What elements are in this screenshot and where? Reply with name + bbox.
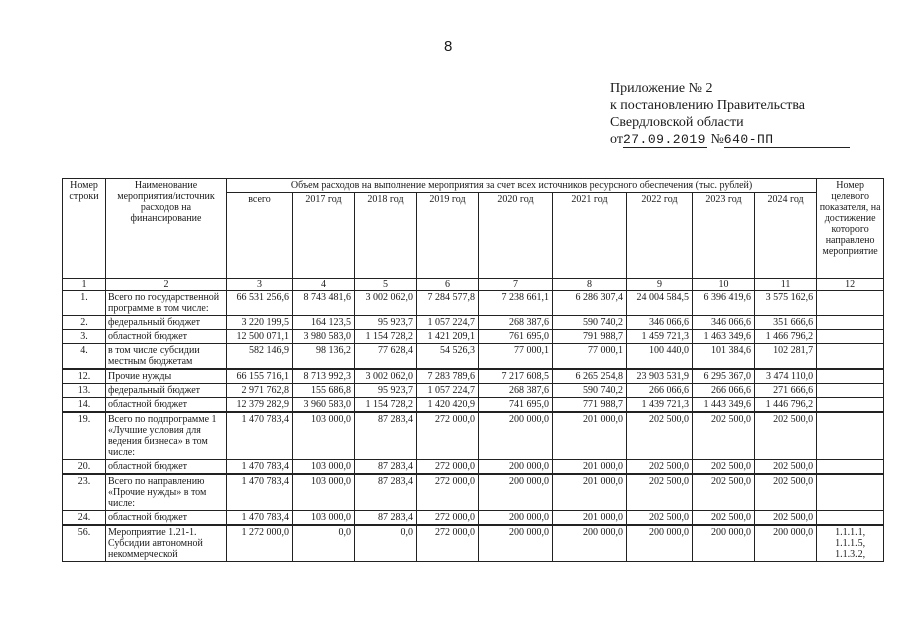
- row-value: 8 743 481,6: [293, 291, 355, 316]
- table-row: [63, 412, 884, 460]
- row-value: 12 500 071,1: [227, 330, 293, 344]
- header-year: 2022 год: [627, 193, 693, 279]
- row-value: 200 000,0: [627, 525, 693, 562]
- expenditure-table: [62, 178, 884, 562]
- row-value: 590 740,2: [553, 316, 627, 330]
- row-name: областной бюджет: [106, 398, 227, 413]
- row-value: 23 903 531,9: [627, 369, 693, 384]
- row-value: 6 286 307,4: [553, 291, 627, 316]
- row-value: 202 500,0: [693, 474, 755, 511]
- row-number: 12.: [63, 369, 106, 384]
- header-year: всего: [227, 193, 293, 279]
- row-value: 103 000,0: [293, 474, 355, 511]
- row-value: 2 971 762,8: [227, 384, 293, 398]
- header-volume: Объем расходов на выполнение мероприятия за счет всех источников ресурсного обеспечения (тыс. рублей): [227, 179, 817, 193]
- row-value: 77 000,1: [479, 344, 553, 370]
- row-value: 66 155 716,1: [227, 369, 293, 384]
- row-value: 1 443 349,6: [693, 398, 755, 413]
- appendix-header: [610, 80, 850, 148]
- row-value: 95 923,7: [355, 316, 417, 330]
- column-number: 5: [355, 279, 417, 291]
- row-value: 200 000,0: [479, 460, 553, 475]
- row-value: 1 057 224,7: [417, 316, 479, 330]
- row-value: 272 000,0: [417, 511, 479, 526]
- row-target: [817, 344, 884, 370]
- row-name: федеральный бюджет: [106, 316, 227, 330]
- row-number: 14.: [63, 398, 106, 413]
- row-target: 1.1.1.1, 1.1.1.5, 1.1.3.2,: [817, 525, 884, 562]
- table-row: [63, 525, 884, 562]
- row-value: 6 295 367,0: [693, 369, 755, 384]
- row-name: Всего по подпрограмме 1 «Лучшие условия для ведения бизнеса» в том числе:: [106, 412, 227, 460]
- row-value: 582 146,9: [227, 344, 293, 370]
- table-row: [63, 460, 884, 475]
- row-value: 202 500,0: [627, 511, 693, 526]
- row-value: 272 000,0: [417, 412, 479, 460]
- reference-from-label: от: [610, 132, 623, 147]
- row-value: 266 066,6: [627, 384, 693, 398]
- row-target: [817, 384, 884, 398]
- row-number: 3.: [63, 330, 106, 344]
- row-value: 155 686,8: [293, 384, 355, 398]
- row-target: [817, 398, 884, 413]
- row-name: Всего по государственной программе в том числе:: [106, 291, 227, 316]
- row-value: 268 387,6: [479, 316, 553, 330]
- row-target: [817, 511, 884, 526]
- row-value: 6 396 419,6: [693, 291, 755, 316]
- column-number: 7: [479, 279, 553, 291]
- row-value: 3 220 199,5: [227, 316, 293, 330]
- row-target: [817, 412, 884, 460]
- row-value: 200 000,0: [479, 511, 553, 526]
- row-value: 6 265 254,8: [553, 369, 627, 384]
- column-number: 3: [227, 279, 293, 291]
- row-name: областной бюджет: [106, 330, 227, 344]
- row-name: областной бюджет: [106, 511, 227, 526]
- row-value: 1 154 728,2: [355, 398, 417, 413]
- table-body: [63, 291, 884, 562]
- row-value: 1 470 783,4: [227, 474, 293, 511]
- table-row: [63, 344, 884, 370]
- row-name: в том числе субсидии местным бюджетам: [106, 344, 227, 370]
- row-value: 201 000,0: [553, 460, 627, 475]
- row-value: 77 628,4: [355, 344, 417, 370]
- appendix-authority: Свердловской области: [610, 115, 744, 130]
- row-value: 202 500,0: [693, 511, 755, 526]
- row-value: 87 283,4: [355, 511, 417, 526]
- row-value: 98 136,2: [293, 344, 355, 370]
- row-value: 202 500,0: [755, 511, 817, 526]
- row-number: 13.: [63, 384, 106, 398]
- row-target: [817, 460, 884, 475]
- row-value: 1 470 783,4: [227, 460, 293, 475]
- appendix-reference: [610, 131, 850, 148]
- row-target: [817, 330, 884, 344]
- row-value: 12 379 282,9: [227, 398, 293, 413]
- row-number: 19.: [63, 412, 106, 460]
- row-value: 8 713 992,3: [293, 369, 355, 384]
- header-year: 2017 год: [293, 193, 355, 279]
- header-year: 2020 год: [479, 193, 553, 279]
- row-value: 66 531 256,6: [227, 291, 293, 316]
- column-number: 10: [693, 279, 755, 291]
- row-value: 346 066,6: [627, 316, 693, 330]
- row-value: 268 387,6: [479, 384, 553, 398]
- row-value: 202 500,0: [627, 460, 693, 475]
- row-value: 103 000,0: [293, 460, 355, 475]
- row-value: 77 000,1: [553, 344, 627, 370]
- column-number: 11: [755, 279, 817, 291]
- table-row: [63, 291, 884, 316]
- row-value: 87 283,4: [355, 460, 417, 475]
- table-row: [63, 398, 884, 413]
- row-value: 0,0: [355, 525, 417, 562]
- row-name: Всего по направлению «Прочие нужды» в том числе:: [106, 474, 227, 511]
- row-value: 202 500,0: [755, 474, 817, 511]
- column-number: 8: [553, 279, 627, 291]
- row-value: 200 000,0: [755, 525, 817, 562]
- row-name: Мероприятие 1.21-1. Субсидии автономной некоммерческой: [106, 525, 227, 562]
- row-value: 351 666,6: [755, 316, 817, 330]
- row-value: 103 000,0: [293, 511, 355, 526]
- row-value: 741 695,0: [479, 398, 553, 413]
- row-value: 761 695,0: [479, 330, 553, 344]
- row-value: 87 283,4: [355, 474, 417, 511]
- row-value: 7 283 789,6: [417, 369, 479, 384]
- header-year: 2023 год: [693, 193, 755, 279]
- page-number: 8: [444, 38, 453, 55]
- row-number: 56.: [63, 525, 106, 562]
- row-value: 1 470 783,4: [227, 511, 293, 526]
- row-value: 3 002 062,0: [355, 369, 417, 384]
- column-numbers-row: [63, 279, 884, 291]
- row-value: 272 000,0: [417, 474, 479, 511]
- row-name: федеральный бюджет: [106, 384, 227, 398]
- reference-number-field: [724, 132, 850, 148]
- reference-date-field: [623, 132, 707, 148]
- row-number: 24.: [63, 511, 106, 526]
- row-value: 1 420 420,9: [417, 398, 479, 413]
- row-value: 3 960 583,0: [293, 398, 355, 413]
- row-value: 272 000,0: [417, 460, 479, 475]
- row-value: 1 154 728,2: [355, 330, 417, 344]
- appendix-decree: к постановлению Правительства: [610, 98, 806, 113]
- row-value: 1 439 721,3: [627, 398, 693, 413]
- row-value: 100 440,0: [627, 344, 693, 370]
- row-value: 1 272 000,0: [227, 525, 293, 562]
- row-value: 95 923,7: [355, 384, 417, 398]
- row-value: 102 281,7: [755, 344, 817, 370]
- row-target: [817, 474, 884, 511]
- row-target: [817, 369, 884, 384]
- row-target: [817, 291, 884, 316]
- row-number: 20.: [63, 460, 106, 475]
- column-number: 1: [63, 279, 106, 291]
- row-value: 202 500,0: [627, 412, 693, 460]
- header-year: 2024 год: [755, 193, 817, 279]
- column-number: 12: [817, 279, 884, 291]
- row-value: 590 740,2: [553, 384, 627, 398]
- table-row: [63, 316, 884, 330]
- row-value: 101 384,6: [693, 344, 755, 370]
- row-value: 54 526,3: [417, 344, 479, 370]
- table-row: [63, 384, 884, 398]
- row-name: областной бюджет: [106, 460, 227, 475]
- table-row: [63, 369, 884, 384]
- row-value: 3 002 062,0: [355, 291, 417, 316]
- row-value: 791 988,7: [553, 330, 627, 344]
- row-value: 201 000,0: [553, 474, 627, 511]
- table-row: [63, 511, 884, 526]
- header-year: 2018 год: [355, 193, 417, 279]
- row-value: 1 470 783,4: [227, 412, 293, 460]
- row-value: 1 459 721,3: [627, 330, 693, 344]
- row-value: 1 466 796,2: [755, 330, 817, 344]
- table-row: [63, 474, 884, 511]
- row-value: 87 283,4: [355, 412, 417, 460]
- header-row-number: Номер строки: [63, 179, 106, 279]
- row-value: 201 000,0: [553, 412, 627, 460]
- row-value: 3 575 162,6: [755, 291, 817, 316]
- row-value: 271 666,6: [755, 384, 817, 398]
- row-value: 202 500,0: [755, 460, 817, 475]
- row-value: 202 500,0: [693, 460, 755, 475]
- row-name: Прочие нужды: [106, 369, 227, 384]
- row-value: 272 000,0: [417, 525, 479, 562]
- row-value: 200 000,0: [479, 474, 553, 511]
- row-value: 1 057 224,7: [417, 384, 479, 398]
- table-row: [63, 330, 884, 344]
- column-number: 4: [293, 279, 355, 291]
- row-value: 164 123,5: [293, 316, 355, 330]
- row-value: 200 000,0: [553, 525, 627, 562]
- appendix-title: Приложение № 2: [610, 81, 713, 96]
- column-number: 6: [417, 279, 479, 291]
- row-number: 2.: [63, 316, 106, 330]
- reference-number-label: №: [710, 132, 724, 147]
- reference-date: 27.09.2019: [622, 132, 706, 147]
- row-value: 3 980 583,0: [293, 330, 355, 344]
- header-year: 2021 год: [553, 193, 627, 279]
- row-value: 202 500,0: [627, 474, 693, 511]
- header-year: 2019 год: [417, 193, 479, 279]
- row-value: 346 066,6: [693, 316, 755, 330]
- row-value: 200 000,0: [479, 525, 553, 562]
- row-value: 1 421 209,1: [417, 330, 479, 344]
- row-value: 24 004 584,5: [627, 291, 693, 316]
- row-value: 202 500,0: [693, 412, 755, 460]
- column-number: 9: [627, 279, 693, 291]
- row-number: 23.: [63, 474, 106, 511]
- reference-number: 640-ПП: [723, 132, 774, 147]
- row-value: 7 284 577,8: [417, 291, 479, 316]
- row-value: 200 000,0: [479, 412, 553, 460]
- row-number: 1.: [63, 291, 106, 316]
- header-target: Номер целевого показателя, на достижение которого направлено мероприятие: [817, 179, 884, 279]
- header-name: Наименование мероприятия/источник расходов на финансирование: [106, 179, 227, 279]
- row-value: 771 988,7: [553, 398, 627, 413]
- column-number: 2: [106, 279, 227, 291]
- row-value: 266 066,6: [693, 384, 755, 398]
- row-value: 202 500,0: [755, 412, 817, 460]
- row-value: 7 238 661,1: [479, 291, 553, 316]
- row-value: 201 000,0: [553, 511, 627, 526]
- row-value: 3 474 110,0: [755, 369, 817, 384]
- row-value: 1 446 796,2: [755, 398, 817, 413]
- row-value: 200 000,0: [693, 525, 755, 562]
- header-row: [63, 179, 884, 193]
- row-value: 7 217 608,5: [479, 369, 553, 384]
- row-value: 0,0: [293, 525, 355, 562]
- row-value: 1 463 349,6: [693, 330, 755, 344]
- row-value: 103 000,0: [293, 412, 355, 460]
- row-number: 4.: [63, 344, 106, 370]
- row-target: [817, 316, 884, 330]
